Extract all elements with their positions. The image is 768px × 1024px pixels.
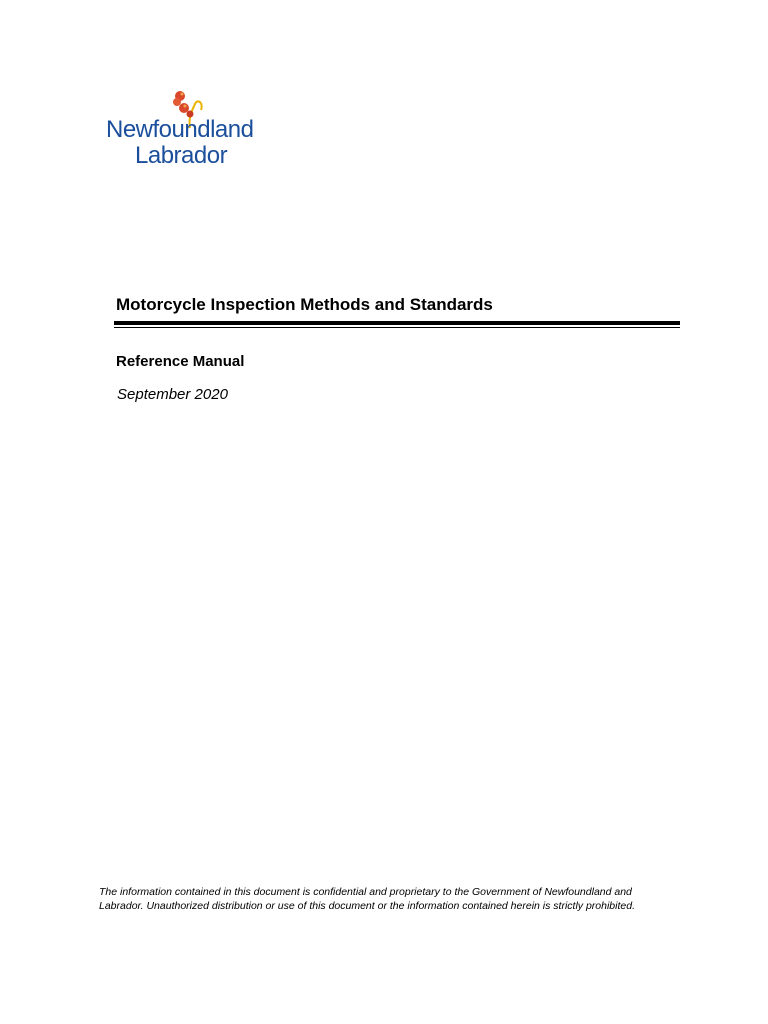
government-logo (104, 88, 256, 170)
title-divider-thick (114, 321, 680, 325)
document-subtitle: Reference Manual (116, 353, 245, 370)
confidentiality-disclaimer: The information contained in this document is confidential and proprietary to the Government of Newfoundland and Labrador. Unauthorized distribution or use of this document or the information contained herein is strictly prohibited. (99, 886, 635, 912)
logo-text-newfoundland: Newfoundland (106, 116, 254, 143)
title-divider-thin (114, 327, 680, 328)
document-date: September 2020 (117, 386, 228, 403)
logo-text-labrador: Labrador (135, 142, 228, 169)
document-title: Motorcycle Inspection Methods and Standards (116, 295, 493, 314)
